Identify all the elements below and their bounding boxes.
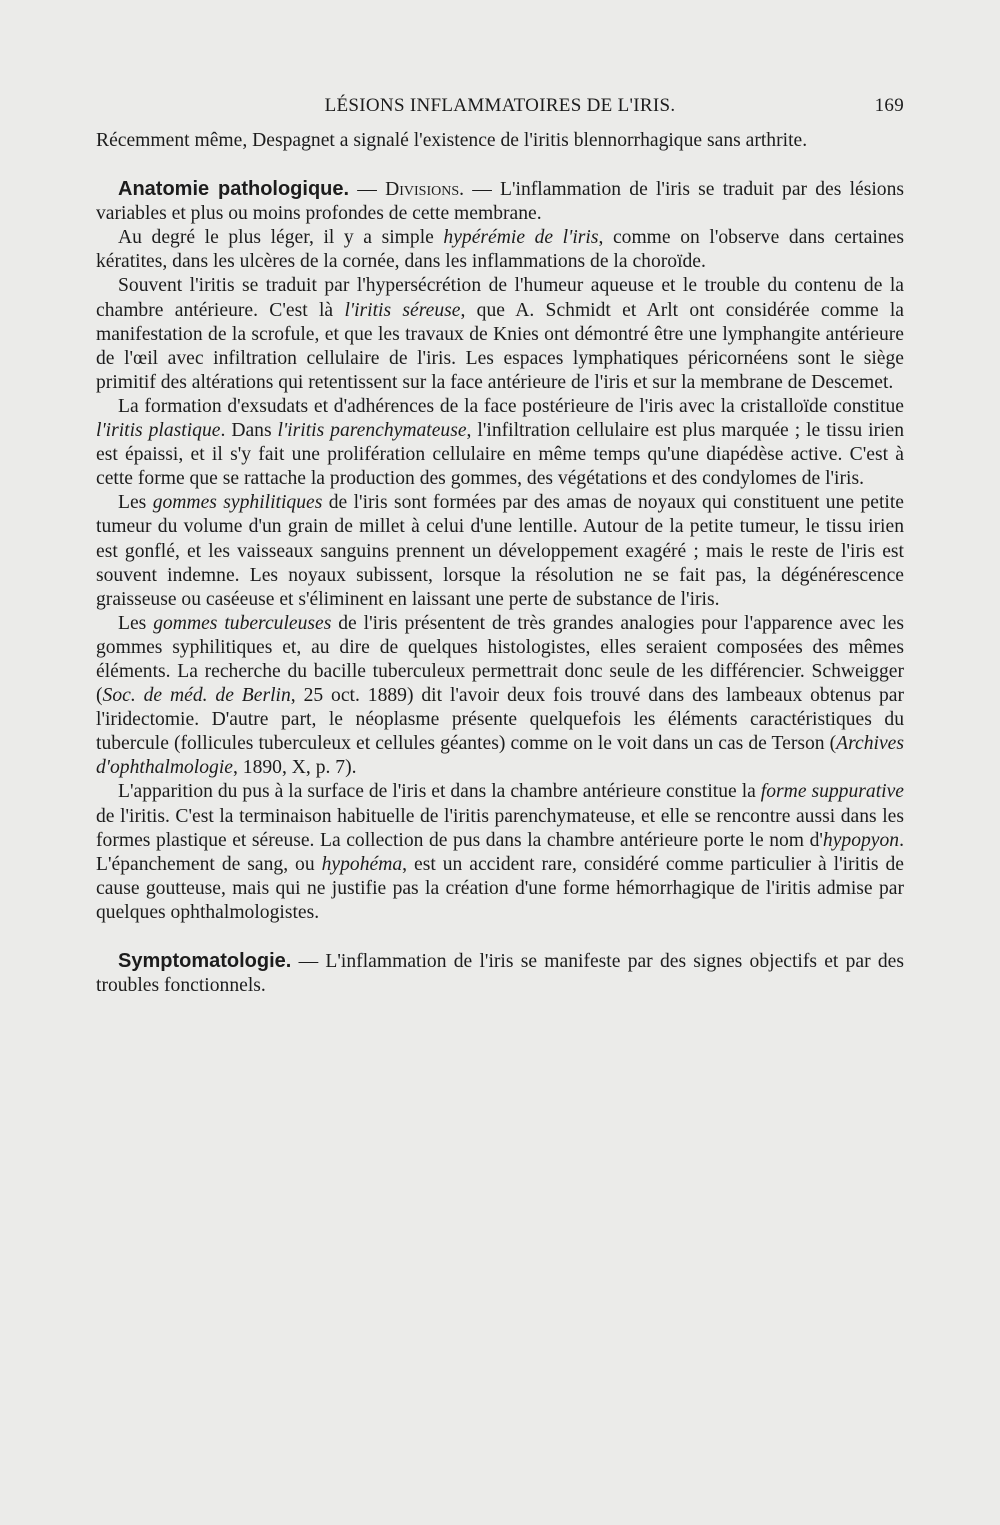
text-run: de l'iritis. C'est la terminaison habituelle de l'iritis parenchymateuse, et elle se rencontre aussi dans les formes plastique et séreuse. La collection de pus dans la chambre antérieure porte le nom d' — [96, 805, 904, 851]
paragraph — [96, 129, 904, 153]
italic-term: gommes syphilitiques — [152, 492, 323, 514]
text-run: , 1890, X, p. 7). — [232, 757, 357, 779]
text-run: , 25 oct. 1889) dit l'avoir deux fois trouvé dans des lambeaux obtenus par l'iridectomie. D'autre part, le néoplasme présente quelquefois les éléments caractéristiques du tubercule (follicules tuberculeux et cellules géantes) comme on le voit dans un cas de Terson ( — [96, 685, 904, 755]
paragraph — [96, 395, 904, 491]
paragraph — [96, 612, 904, 781]
paragraph-text: — L'inflammation de l'iris se manifeste par des signes objectifs et par des troubles fonctionnels. — [96, 951, 904, 997]
text-run: , comme on l'observe dans certaines kératites, dans les ulcères de la cornée, dans les inflammations de la choroïde. — [96, 227, 904, 273]
text-run: , est un accident rare, considéré comme particulier à l'iritis de cause goutteuse, mais qui ne justifie pas la création d'une forme hémorrhagique de l'iritis admise par quelques ophthalmologistes. — [96, 853, 904, 923]
text-run: Les — [118, 612, 154, 634]
italic-term: hypopyon — [822, 829, 900, 851]
page-number: 169 — [874, 95, 904, 116]
text-run: de l'iris sont formées par des amas de noyaux qui constituent une petite tumeur du volume d'un grain de millet à celui d'une lentille. Autour de la petite tumeur, le tissu irien est gonflé, et les vaisseaux sanguins prennent un développement exagéré ; mais le reste de l'iris est souvent indemne. Les noyaux subissent, lorsque la résolution ne se fait pas, la dégénérescence graisseuse ou caséeuse et s'éliminent en laissant une perte de substance de l'iris. — [96, 492, 904, 610]
italic-term: hypérémie de l'iris — [443, 227, 599, 249]
text-run: La formation d'exsudats et d'adhérences de la face postérieure de l'iris avec la cristalloïde constitue — [118, 395, 904, 417]
italic-term: l'iritis séreuse — [344, 299, 461, 321]
text-run: L'apparition du pus à la surface de l'iris et dans la chambre antérieure constitue la — [118, 781, 761, 803]
text-run: de l'iris présentent de très grandes analogies pour l'apparence avec les gommes syphilitiques et, au dire de quelques histologistes, elles seraient composées des mêmes éléments. La recherche du bacille tuberculeux permettrait donc seule de les différencier. Schweigger ( — [96, 612, 904, 707]
italic-citation: Archives d'ophthalmologie — [96, 733, 904, 779]
text-run: . Dans — [220, 420, 278, 442]
text-run: Les — [118, 492, 153, 514]
section-heading-symptomatologie: Symptomatologie. — [118, 950, 292, 972]
paragraph — [96, 491, 904, 611]
paragraph — [96, 780, 904, 925]
italic-term: l'iritis parenchymateuse — [277, 420, 467, 442]
text-run: , que A. Schmidt et Arlt ont considérée comme la manifestation de la scrofule, et que les travaux de Knies ont démontré être une lymphangite antérieure de l'œil avec infiltration cellulaire de l'iris. Les espaces lymphatiques péricornéens sont le siège primitif des altérations qui retentissent sur la face antérieure de l'iris et sur la membrane de Descemet. — [96, 299, 904, 393]
italic-term: hypohéma — [321, 853, 403, 875]
subheading-divisions: Divisions. — [385, 179, 465, 201]
text-run: , l'infiltration cellulaire est plus marquée ; le tissu irien est épaissi, et il s'y fait une prolifération cellulaire en même temps qu'une diapédèse active. C'est à cette forme que se rattache la production des gommes, des végétations et des condylomes de l'iris. — [96, 420, 904, 490]
italic-citation: Soc. de méd. de Berlin — [102, 685, 291, 707]
italic-term: forme suppurative — [760, 781, 904, 803]
body-text — [96, 129, 904, 998]
text-run: . L'épanchement de sang, ou — [96, 829, 904, 875]
paragraph-text: Récemment même, Despagnet a signalé l'existence de l'iritis blennorrhagique sans arthrite. — [96, 130, 808, 151]
section-anatomie-pathologique — [96, 177, 904, 226]
italic-term: gommes tuberculeuses — [153, 612, 332, 634]
section-heading-anatomie: Anatomie pathologique. — [118, 178, 350, 201]
text-run: Au degré le plus léger, il y a simple — [118, 227, 444, 249]
italic-term: l'iritis plastique — [96, 420, 221, 442]
text-run: Souvent l'iritis se traduit par l'hypersécrétion de l'humeur aqueuse et le trouble du contenu de la chambre antérieure. C'est là — [96, 275, 904, 321]
running-title: LÉSIONS INFLAMMATOIRES DE L'IRIS. — [324, 95, 676, 116]
section-symptomatologie — [96, 949, 904, 998]
paragraph — [96, 226, 904, 274]
heading-dash: — — [349, 179, 386, 201]
paragraph — [96, 274, 904, 394]
paragraph-text: — L'inflammation de l'iris se traduit par des lésions variables et plus ou moins profondes de cette membrane. — [96, 179, 904, 225]
